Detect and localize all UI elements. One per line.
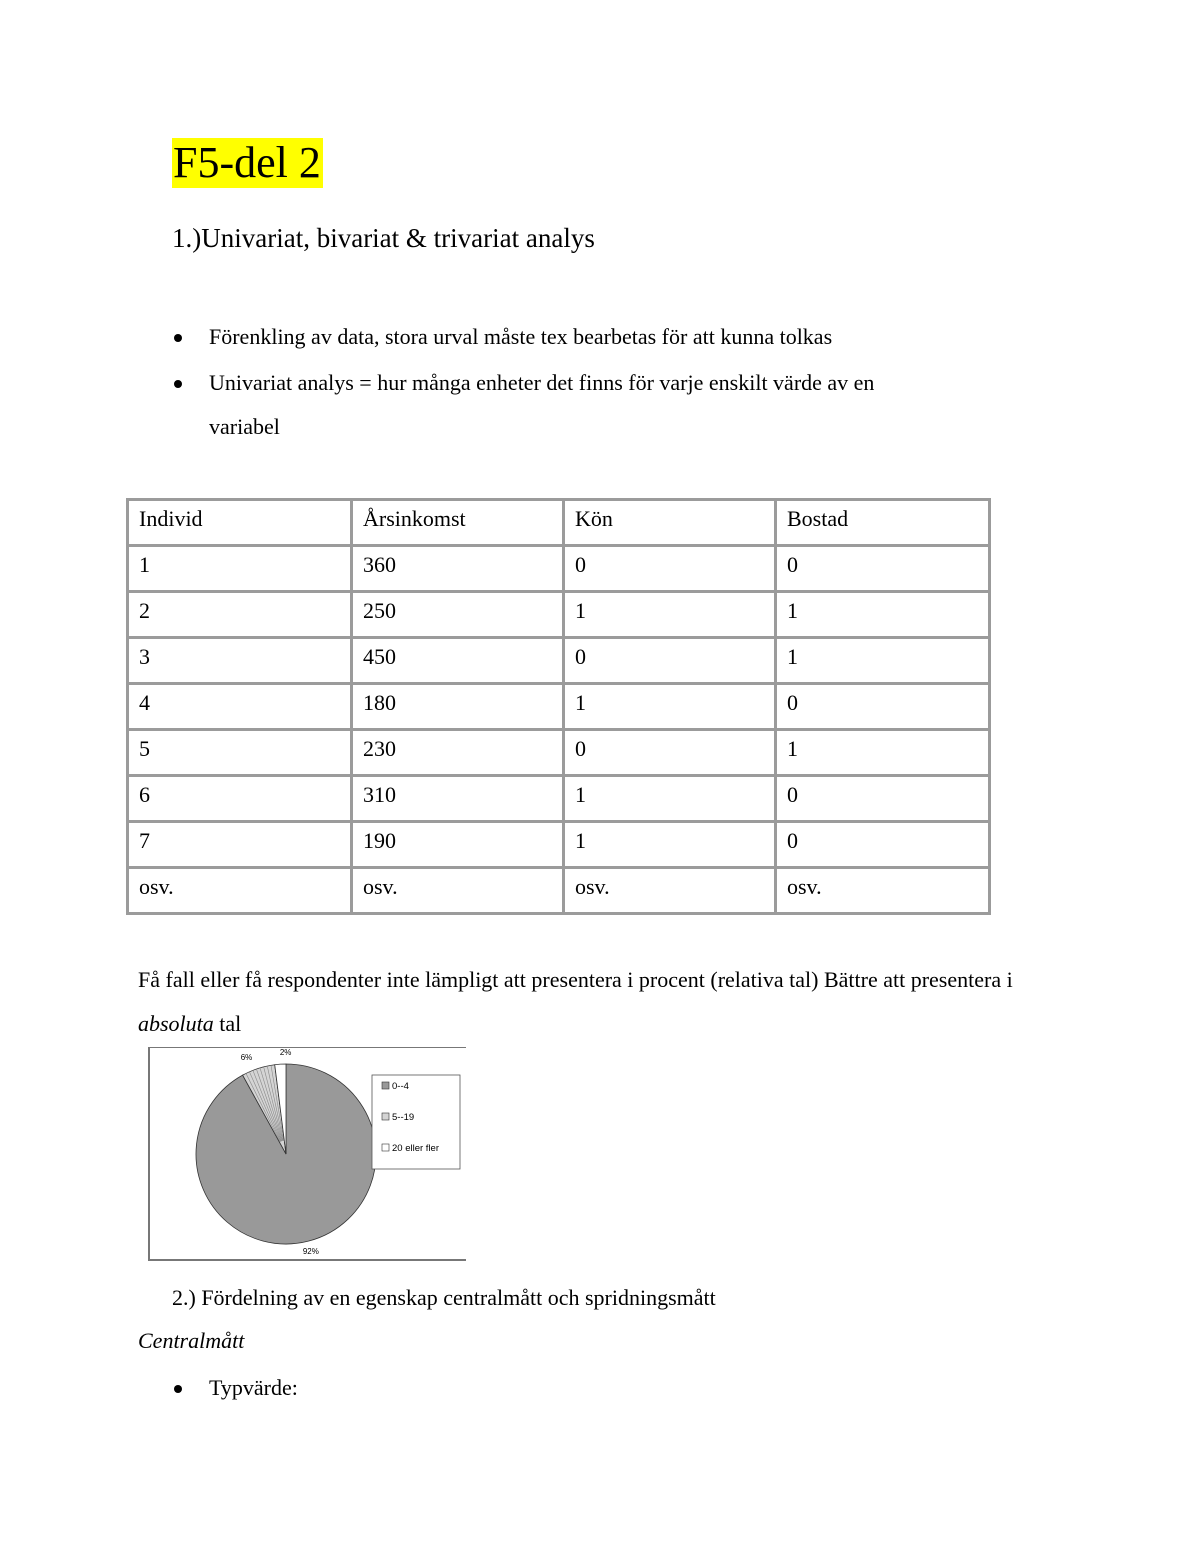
table-row xyxy=(128,822,990,868)
paragraph-text: Få fall eller få respondenter inte lämpligt att presentera i procent (relativa tal) Bättre att presentera i xyxy=(138,967,1013,992)
table-cell: 2 xyxy=(128,592,352,638)
table-row xyxy=(128,868,990,914)
legend-swatch xyxy=(382,1082,389,1089)
table-header-cell: Årsinkomst xyxy=(352,500,564,546)
table-cell: osv. xyxy=(776,868,990,914)
table-cell: 6 xyxy=(128,776,352,822)
table-cell: 250 xyxy=(352,592,564,638)
table-row xyxy=(128,684,990,730)
pie-data-label: 2% xyxy=(279,1048,292,1058)
pie-chart xyxy=(148,1047,466,1261)
table-cell: 0 xyxy=(776,546,990,592)
legend-swatch xyxy=(382,1113,389,1120)
table-cell: 0 xyxy=(776,776,990,822)
legend-label: 5--19 xyxy=(392,1112,415,1123)
table-cell: 0 xyxy=(776,684,990,730)
bullet-dot-icon xyxy=(174,380,182,388)
legend-swatch xyxy=(382,1144,389,1151)
bullet-text: Typvärde: xyxy=(209,1375,298,1400)
legend-label: 20 eller fler xyxy=(392,1143,439,1154)
table-cell: 1 xyxy=(564,684,776,730)
table-header-cell: Kön xyxy=(564,500,776,546)
table-cell: 190 xyxy=(352,822,564,868)
table-row xyxy=(128,546,990,592)
section-heading-1: 1.)Univariat, bivariat & trivariat analys xyxy=(172,223,595,253)
table-cell: 450 xyxy=(352,638,564,684)
table-cell: 3 xyxy=(128,638,352,684)
table-cell: 0 xyxy=(564,546,776,592)
table-cell: osv. xyxy=(564,868,776,914)
bullet-dot-icon xyxy=(174,1385,182,1393)
paragraph xyxy=(138,958,1078,1046)
bullet-text-continuation: variabel xyxy=(209,414,280,439)
table-cell: 310 xyxy=(352,776,564,822)
table-cell: 1 xyxy=(564,822,776,868)
table-row xyxy=(128,776,990,822)
table-row xyxy=(128,638,990,684)
table-cell: 1 xyxy=(776,592,990,638)
table-cell: 1 xyxy=(128,546,352,592)
legend-label: 0--4 xyxy=(392,1081,409,1092)
bullet-text: Förenkling av data, stora urval måste tex bearbetas för att kunna tolkas xyxy=(209,324,833,349)
table-cell: 5 xyxy=(128,730,352,776)
table-row xyxy=(128,592,990,638)
table-cell: 0 xyxy=(564,730,776,776)
paragraph-emphasis: absoluta xyxy=(138,1011,214,1036)
table-cell: 4 xyxy=(128,684,352,730)
table-header-row xyxy=(128,500,990,546)
table-cell: 0 xyxy=(564,638,776,684)
table-cell: osv. xyxy=(128,868,352,914)
bullet-text: Univariat analys = hur många enheter det finns för varje enskilt värde av en xyxy=(209,370,875,395)
table-row xyxy=(128,730,990,776)
table-header-cell: Bostad xyxy=(776,500,990,546)
table-cell: 0 xyxy=(776,822,990,868)
table-cell: 1 xyxy=(776,730,990,776)
pie-chart-svg xyxy=(150,1048,468,1262)
table-cell: 7 xyxy=(128,822,352,868)
pie-data-label: 92% xyxy=(302,1246,319,1256)
table-header-cell: Individ xyxy=(128,500,352,546)
paragraph-text-end: tal xyxy=(213,1011,242,1036)
table-cell: 1 xyxy=(776,638,990,684)
subheading: Centralmått xyxy=(138,1328,245,1353)
page-title: F5-del 2 xyxy=(173,138,321,187)
bullet-dot-icon xyxy=(174,334,182,342)
table-cell: 180 xyxy=(352,684,564,730)
table-cell: 1 xyxy=(564,776,776,822)
table-cell: 1 xyxy=(564,592,776,638)
table-cell: osv. xyxy=(352,868,564,914)
pie-data-label: 6% xyxy=(240,1052,253,1062)
data-table xyxy=(126,498,991,915)
section-heading-2: 2.) Fördelning av en egenskap centralmått och spridningsmått xyxy=(172,1285,716,1310)
table-cell: 360 xyxy=(352,546,564,592)
table-cell: 230 xyxy=(352,730,564,776)
